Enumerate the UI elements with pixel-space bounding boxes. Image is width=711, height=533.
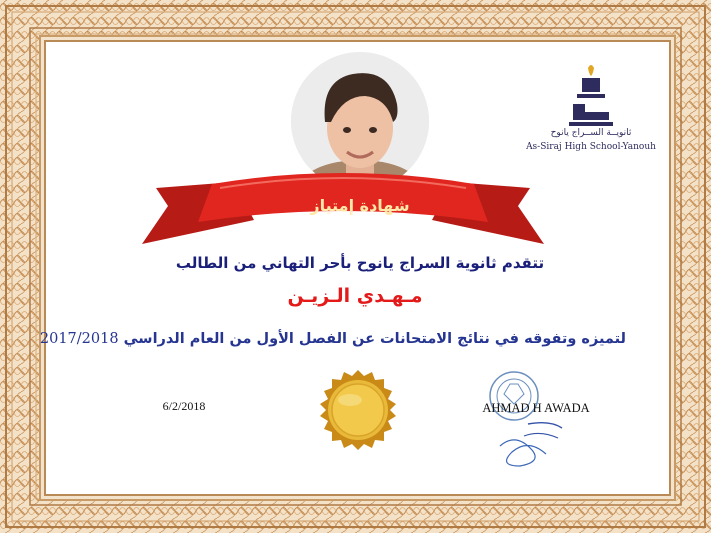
student-name: مـهـدي الـزيـن bbox=[287, 285, 423, 307]
congratulations-line: تتقدم ثانوية السراج يانوح بأحر التهاني من الطالب bbox=[175, 254, 545, 272]
school-name-english: As-Siraj High School-Yanouh bbox=[526, 142, 656, 152]
achievement-text: لتميزه وتفوقه في نتائج الامتحانات عن الفصل الأول من العام الدراسي bbox=[123, 331, 626, 347]
school-name-arabic: ثانويــة الســراج يانوح bbox=[550, 128, 632, 138]
ribbon-title: شهادة إمتياز bbox=[310, 196, 410, 215]
gold-seal-icon bbox=[316, 368, 400, 452]
school-stamp-signature bbox=[476, 366, 568, 470]
achievement-line bbox=[39, 331, 626, 347]
issue-date: 6/2/2018 bbox=[162, 399, 206, 413]
signatory-name: AHMAD H AWADA bbox=[482, 401, 590, 415]
academic-year: 2017/2018 bbox=[39, 331, 119, 347]
